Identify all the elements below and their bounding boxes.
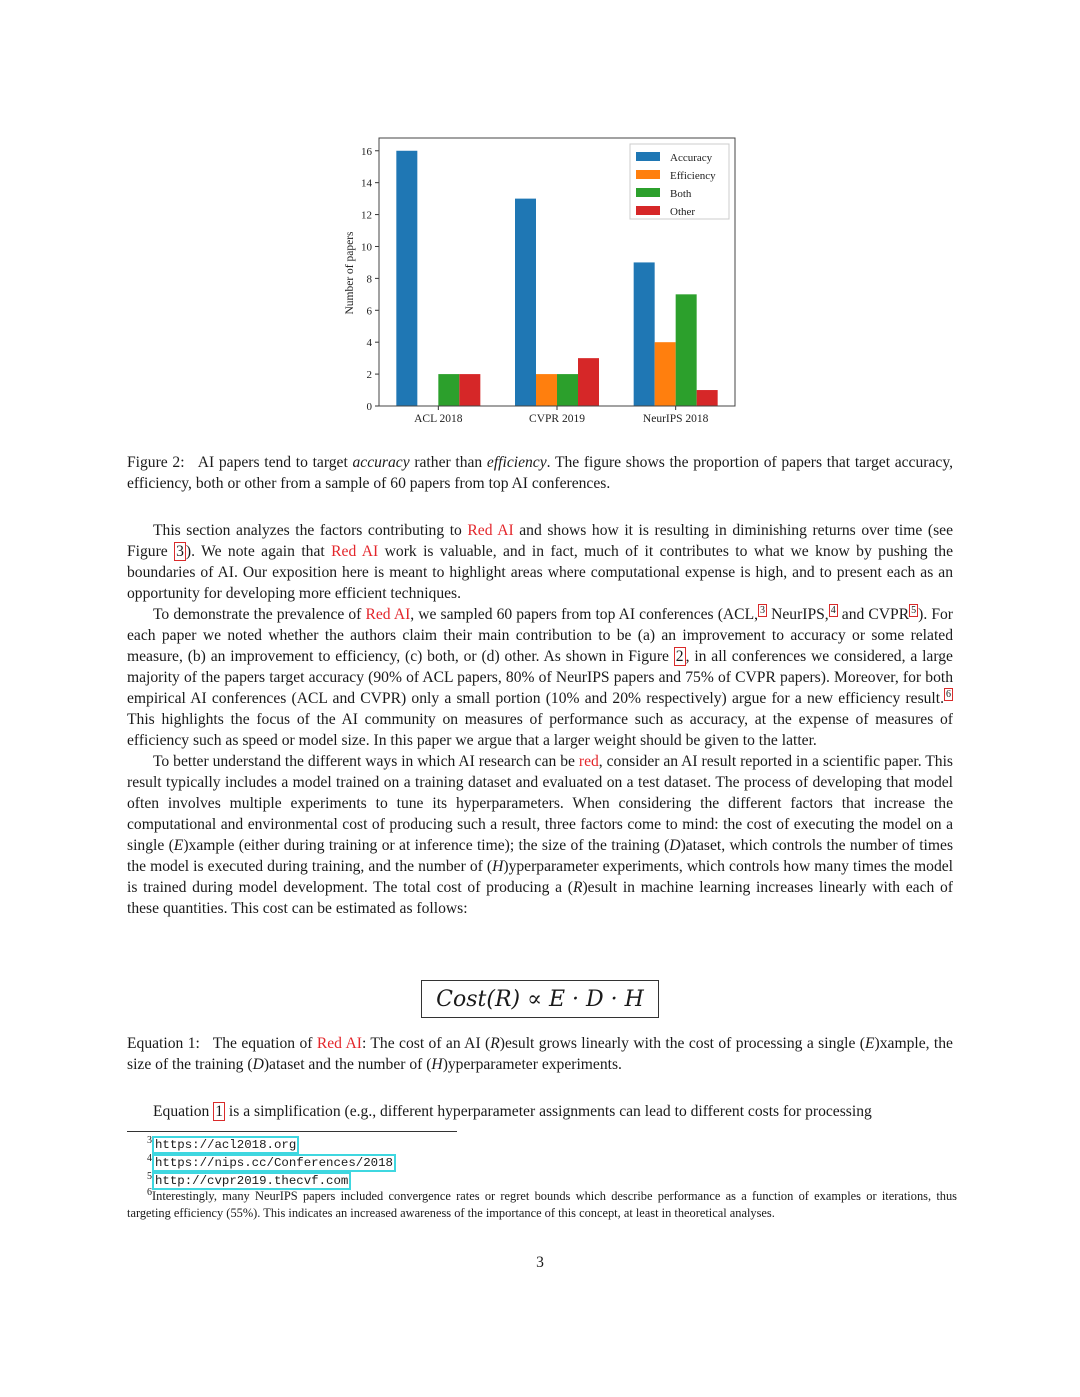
footnote-text: Interestingly, many NeurIPS papers included convergence rates or regret bounds which describe performance as a function of examples or iterations, thus targeting efficiency (55%). This indicates an increased awareness of the importance of this concept, at least in theoretical analyses. [127, 1189, 957, 1220]
equation-label: Equation 1: [127, 1035, 200, 1052]
paragraph-4 [127, 1101, 953, 1122]
text: and CVPR [837, 606, 910, 623]
red-link[interactable]: red [578, 753, 599, 770]
text: , consider an AI result reported in a scientific paper. This result typically includes a model trained on a training dataset and evaluated on a test dataset. The process of developing that model often involves multiple experiments to tune its hyperparameters. When considering the different factors that increase the computational and environmental cost of producing such a result, three factors come to mind: the cost of executing the model on a single ( [127, 753, 953, 854]
y-tick-label: 0 [366, 401, 372, 413]
text: )yperparameter experiments. [442, 1056, 622, 1073]
text: work is valuable, and in fact, much of it contributes to what we know by pushing the boundaries of AI. Our exposition here is meant to highlight areas where computational expense is high, and to present each as an opportunity for developing more efficient techniques. [127, 543, 953, 602]
text: )ataset and the number of ( [263, 1056, 432, 1073]
math-r: R [572, 879, 583, 896]
y-axis-label: Number of papers [344, 231, 356, 315]
y-tick-label: 14 [361, 177, 372, 190]
bar-efficiency [655, 342, 676, 406]
footnote-url-acl[interactable]: https://acl2018.org [152, 1136, 299, 1154]
bar-other [578, 358, 599, 406]
footnote-4 [127, 1154, 957, 1172]
text: Equation [153, 1103, 214, 1120]
footnote-number: 6 [147, 1186, 152, 1198]
bar-chart [330, 128, 750, 428]
text: )yperparameter experiments, which controls how many times the model is trained during model development. The total cost of producing a ( [127, 858, 953, 896]
math-d: D [669, 837, 681, 854]
text: ). For each paper we noted whether the authors claim their main contribution to be (a) an improvement to accuracy or some related measure, (b) an improvement to efficiency, (c) both, or (d) other. As shown in Figure [127, 606, 953, 665]
figure-label: Figure 2: [127, 454, 185, 471]
math-h: H [431, 1056, 443, 1073]
bar-accuracy [634, 262, 655, 406]
figure-3-ref[interactable]: 3 [176, 543, 184, 560]
y-tick-label: 10 [361, 241, 372, 254]
caption-text: rather than [409, 454, 487, 471]
math-e: E [865, 1035, 875, 1052]
y-tick-label: 4 [366, 337, 372, 350]
red-ai-link[interactable]: Red AI [316, 1035, 362, 1052]
caption-emph-accuracy: accuracy [352, 454, 410, 471]
text: )ataset, which controls the number of times the model is executed during training, and the number of ( [127, 837, 954, 875]
legend-label: Other [670, 206, 696, 218]
text: To demonstrate the prevalence of [153, 606, 366, 623]
y-tick-label: 12 [361, 209, 372, 222]
paragraph-2 [127, 604, 953, 751]
text: NeurIPS, [767, 606, 829, 623]
plot-area [361, 138, 735, 425]
y-tick-label: 6 [366, 305, 372, 318]
footnote-number: 5 [147, 1170, 152, 1182]
body-text [127, 520, 953, 919]
math-h: H [492, 858, 504, 875]
bar-accuracy [396, 151, 417, 406]
legend-swatch-accuracy [636, 152, 660, 161]
x-tick-label: CVPR 2019 [529, 413, 585, 425]
math-d: D [252, 1056, 264, 1073]
footnote-number: 3 [147, 1134, 152, 1146]
text: is a simplification (e.g., different hyperparameter assignments can lead to different costs for processing [225, 1103, 872, 1120]
text: and shows how it is resulting in diminishing returns over time (see Figure [127, 522, 953, 560]
text: , in all conferences we considered, a large majority of the papers target accuracy (90% of ACL papers, 80% of NeurIPS papers and 75% of CVPR papers). Moreover, for both empirical AI conferences (ACL and CVPR) only a small portion (10% and 20% respectively) argue for a new efficiency result. [127, 648, 953, 707]
figure-caption [127, 452, 953, 494]
footnote-4-ref[interactable]: 4 [830, 604, 836, 616]
bar-other [697, 390, 718, 406]
bar-both [676, 294, 697, 406]
footnote-3-ref[interactable]: 3 [760, 604, 765, 616]
text: )esult grows linearly with the cost of processing a single ( [499, 1035, 866, 1052]
footnote-5-ref[interactable]: 5 [911, 604, 917, 616]
red-ai-link[interactable]: Red AI [467, 522, 514, 539]
legend-label: Both [670, 188, 692, 200]
footnote-6-ref[interactable]: 6 [946, 688, 951, 700]
y-tick-label: 16 [361, 145, 372, 158]
red-ai-link[interactable]: Red AI [331, 543, 379, 560]
caption-emph-efficiency: efficiency [486, 454, 547, 471]
legend-swatch-other [636, 206, 660, 215]
footnote-3 [127, 1136, 957, 1154]
caption-text: AI papers tend to target [197, 454, 353, 471]
text: This section analyzes the factors contributing to [153, 522, 468, 539]
footnote-url-nips[interactable]: https://nips.cc/Conferences/2018 [152, 1154, 396, 1172]
footnote-url-cvpr[interactable]: http://cvpr2019.thecvf.com [152, 1172, 351, 1190]
text: To better understand the different ways in which AI research can be [153, 753, 579, 770]
bar-both [438, 374, 459, 406]
text: : The cost of an AI ( [361, 1035, 491, 1052]
y-tick-label: 2 [366, 369, 372, 382]
paragraph-1 [127, 520, 953, 604]
text: This highlights the focus of the AI community on measures of performance such as accuracy, at the expense of measures of efficiency such as speed or model size. In this paper we argue that a larger weight should be given to the latter. [127, 711, 953, 749]
x-tick-label: ACL 2018 [414, 413, 463, 425]
legend-label: Efficiency [670, 170, 716, 182]
equation-box: Cost(R) ∝ E · D · H [421, 980, 659, 1018]
figure-2-ref[interactable]: 2 [675, 648, 684, 665]
bar-accuracy [515, 199, 536, 406]
bar-other [459, 374, 480, 406]
x-tick-label: NeurIPS 2018 [642, 413, 709, 425]
text: )xample (either during training or at inference time); the size of the training ( [183, 837, 670, 854]
text: ). We note again that [185, 543, 332, 560]
math-e: E [173, 837, 184, 854]
footnote-6 [127, 1188, 957, 1222]
red-ai-link[interactable]: Red AI [365, 606, 411, 623]
equation-caption [127, 1033, 953, 1075]
caption-text: . The figure shows the proportion of papers that target accuracy, efficiency, both or other from a sample of 60 papers from top AI conferences. [127, 454, 953, 492]
equation-1-ref[interactable]: 1 [215, 1103, 223, 1120]
page-number: 3 [536, 1254, 544, 1271]
y-tick-label: 8 [366, 273, 372, 286]
math-r: R [490, 1035, 500, 1052]
footnote-rule [127, 1131, 457, 1132]
text: )xample, the size of the training ( [127, 1035, 953, 1073]
bar-efficiency [536, 374, 557, 406]
legend-label: Accuracy [670, 152, 713, 164]
text: The equation of [212, 1035, 317, 1052]
legend-swatch-efficiency [636, 170, 660, 179]
paragraph-3 [127, 751, 953, 919]
text: )esult in machine learning increases linearly with each of these quantities. This cost can be estimated as follows: [127, 879, 953, 917]
footnote-number: 4 [147, 1152, 152, 1164]
text: , we sampled 60 papers from top AI conferences (ACL, [410, 606, 758, 623]
legend-swatch-both [636, 188, 660, 197]
bar-both [557, 374, 578, 406]
